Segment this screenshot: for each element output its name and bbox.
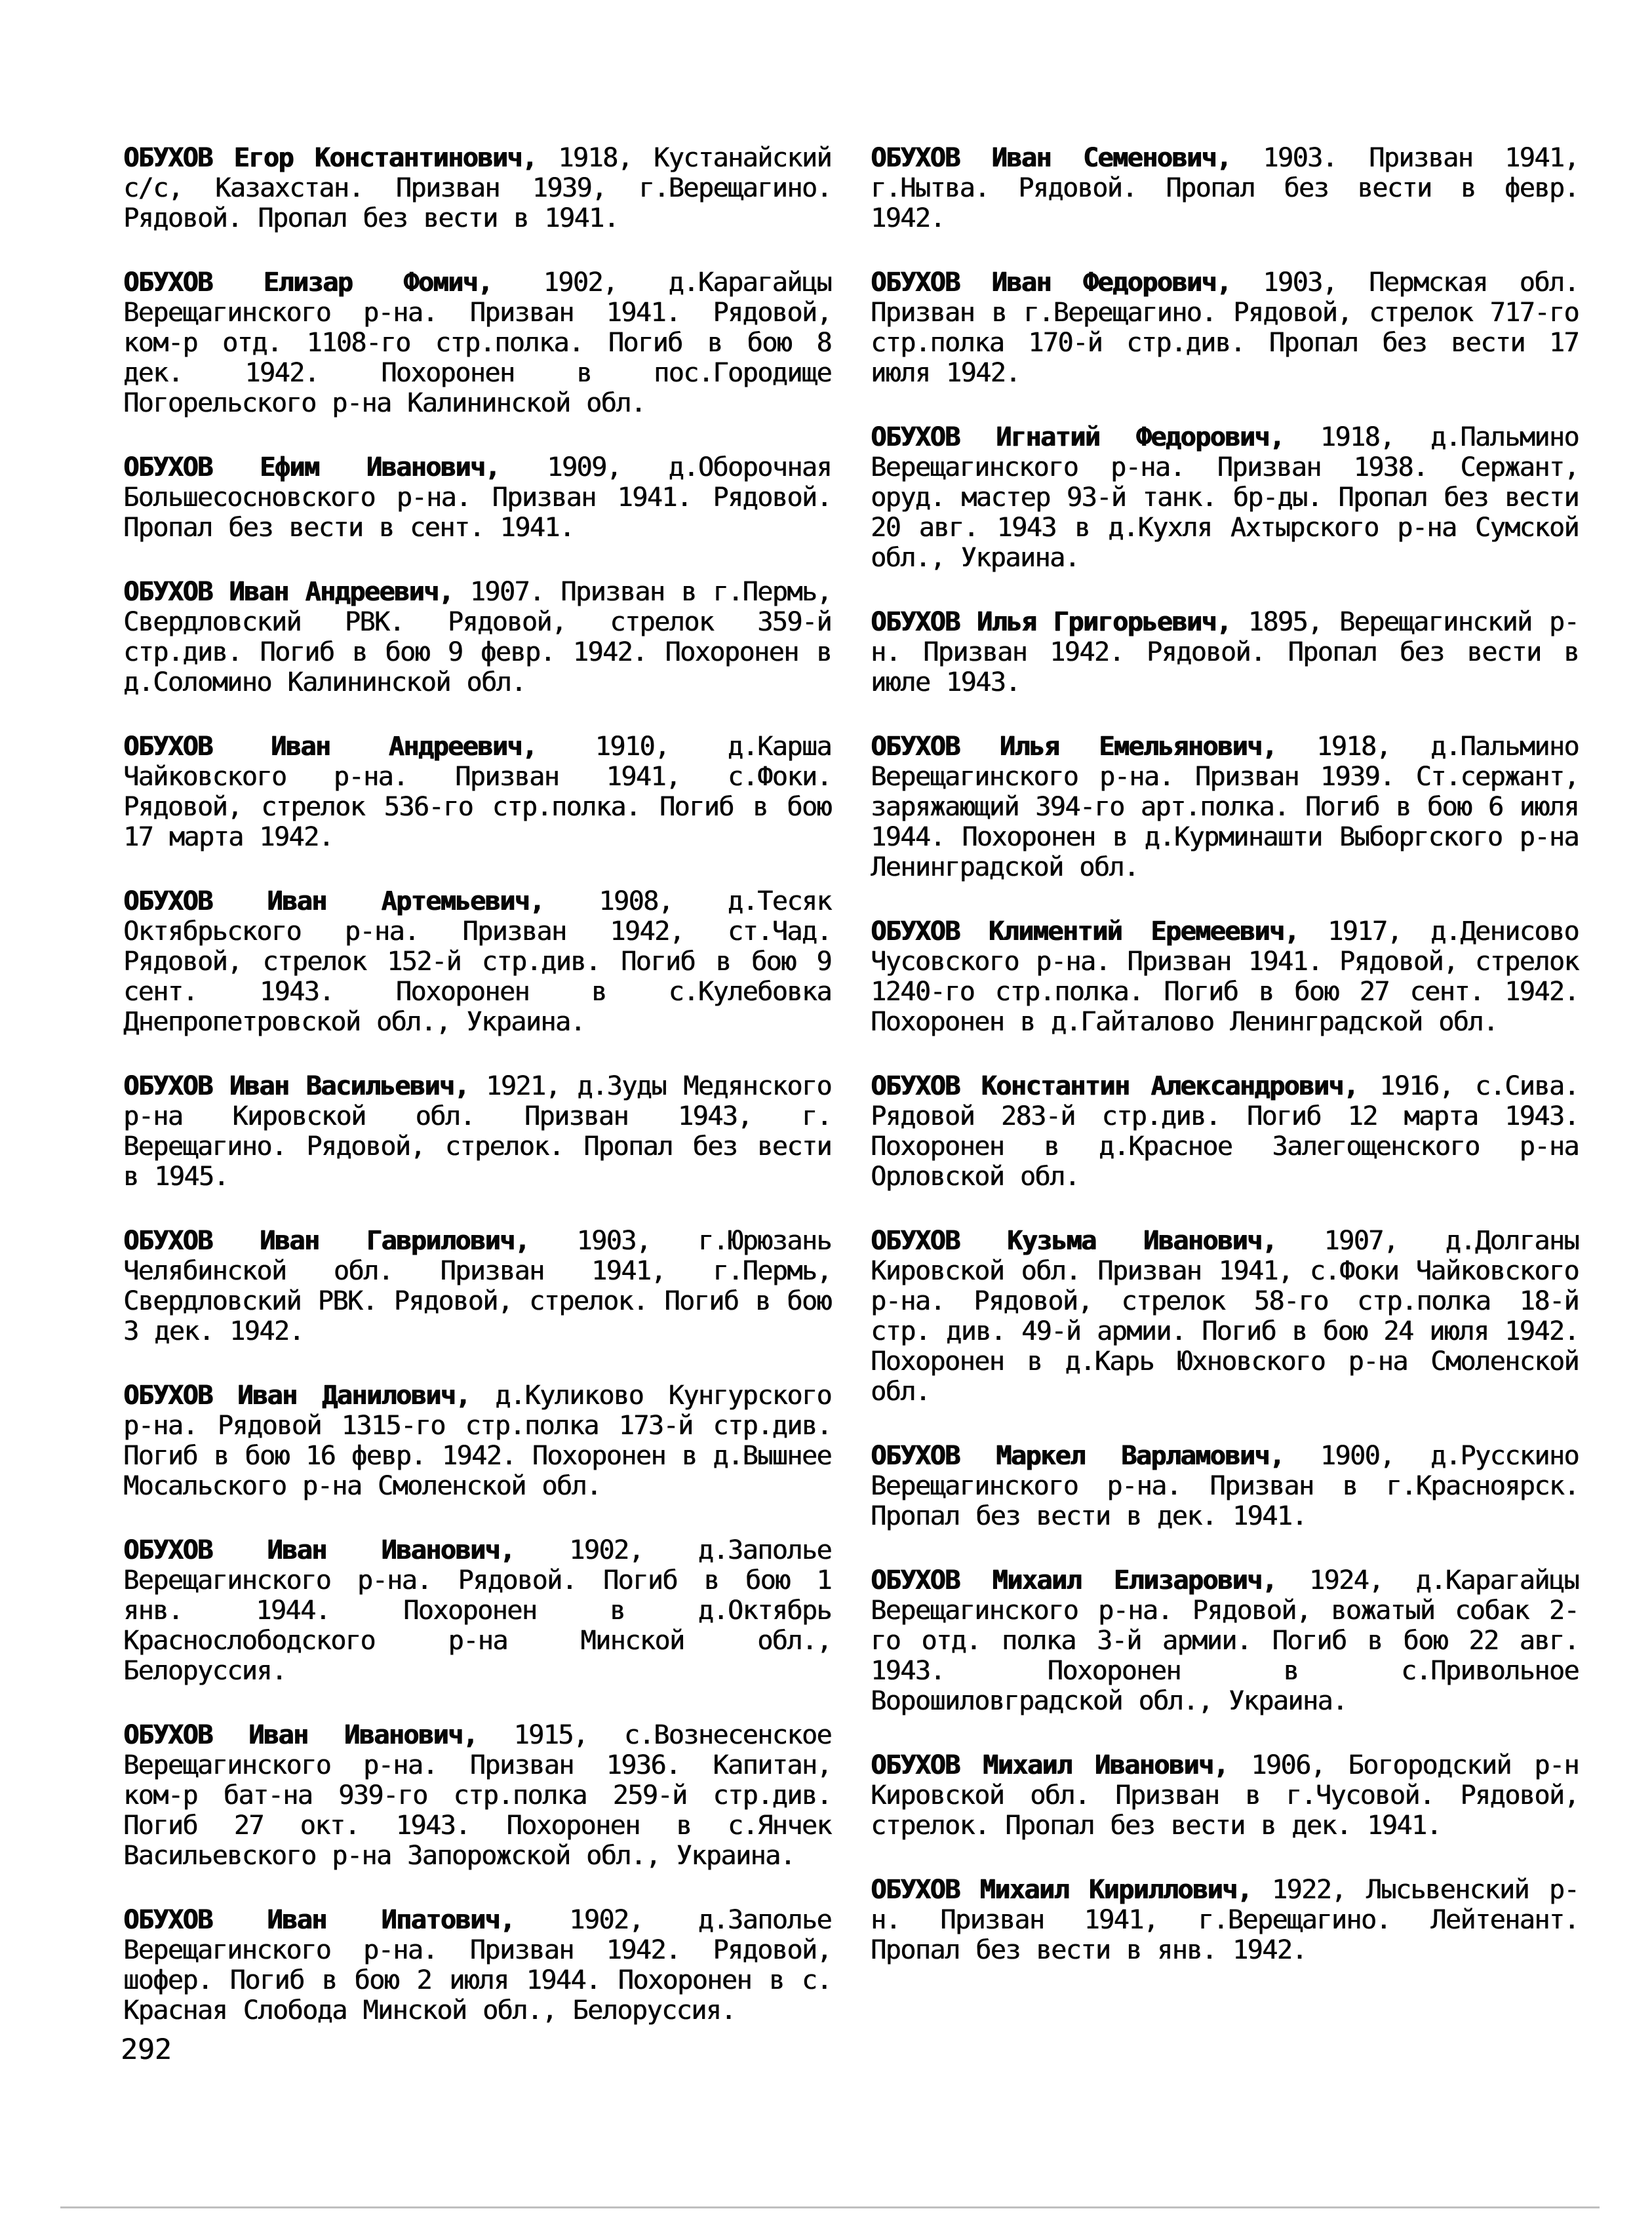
entry-name: ОБУХОВ Маркел Варламович,	[871, 1441, 1284, 1471]
entry-text: 1916, с.Сива. Рядовой 283-й стр.див. Погиб 12 марта 1943. Похоронен в д.Красное Залегощенского р-на Орловской обл.	[871, 1071, 1579, 1192]
memorial-entry	[871, 267, 1579, 388]
entry-text: 1917, д.Денисово Чусовского р-на. Призван 1941. Рядовой, стрелок 1240-го стр.полка. Погиб в бою 27 сент. 1942. Похоронен в д.Гайталово Ленинградской обл.	[871, 916, 1579, 1037]
entry-name: ОБУХОВ Илья Емельянович,	[871, 732, 1277, 762]
entry-name: ОБУХОВ Егор Константинович,	[123, 143, 537, 173]
entry-text: 1910, д.Карша Чайковского р-на. Призван 1941, с.Фоки. Рядовой, стрелок 536-го стр.полка. Погиб в бою 17 марта 1942.	[123, 732, 831, 852]
memorial-entry	[871, 1875, 1579, 1965]
entry-name: ОБУХОВ Иван Иванович,	[123, 1720, 477, 1750]
entry-text: 1902, д.Заполье Верещагинского р-на. Призван 1942. Рядовой, шофер. Погиб в бою 2 июля 1944. Похоронен в с. Красная Слобода Минской обл., Белоруссия.	[123, 1905, 831, 2026]
entry-name: ОБУХОВ Иван Ипатович,	[123, 1905, 515, 1935]
entry-name: ОБУХОВ Иван Федорович,	[871, 267, 1231, 298]
entry-name: ОБУХОВ Иван Гаврилович,	[123, 1226, 530, 1256]
memorial-entry	[871, 1565, 1579, 1716]
entry-text: д.Куликово Кунгурского р-на. Рядовой 1315-го стр.полка 173-й стр.див. Погиб в бою 16 февр. 1942. Похоронен в д.Вышнее Мосальского р-на Смоленской обл.	[123, 1381, 831, 1501]
entry-text: 1915, с.Вознесенское Верещагинского р-на. Призван 1936. Капитан, ком-р бат-на 939-го стр.полка 259-й стр.див. Погиб 27 окт. 1943. Похоронен в с.Янчек Васильевского р-на Запорожской обл., Украина.	[123, 1720, 831, 1871]
memorial-entry	[871, 1226, 1579, 1407]
entry-name: ОБУХОВ Кузьма Иванович,	[871, 1226, 1277, 1256]
memorial-entry	[871, 143, 1579, 233]
memorial-entry	[871, 1071, 1579, 1192]
memorial-entry	[123, 1381, 831, 1501]
entry-text: 1918, д.Пальмино Верещагинского р-на. Призван 1939. Ст.сержант, заряжающий 394-го арт.полка. Погиб в бою 6 июля 1944. Похоронен в д.Курминашти Выборгского р-на Ленинградской обл.	[871, 732, 1579, 882]
page-number: 292	[121, 2033, 172, 2066]
memorial-entry	[871, 732, 1579, 882]
entry-text: 1924, д.Карагайцы Верещагинского р-на. Рядовой, вожатый собак 2-го отд. полка 3-й армии. Погиб в бою 22 авг. 1943. Похоронен в с.Привольное Ворошиловградской обл., Украина.	[871, 1565, 1579, 1716]
entry-text: 1903. Призван 1941, г.Нытва. Рядовой. Пропал без вести в февр. 1942.	[871, 143, 1579, 233]
page-bottom-rule	[60, 2206, 1600, 2208]
entry-text: 1908, д.Тесяк Октябрьского р-на. Призван 1942, ст.Чад. Рядовой, стрелок 152-й стр.див. Погиб в бою 9 сент. 1943. Похоронен в с.Кулебовка Днепропетровской обл., Украина.	[123, 886, 831, 1037]
entry-text: 1918, д.Пальмино Верещагинского р-на. Призван 1938. Сержант, оруд. мастер 93-й танк. бр-ды. Пропал без вести 20 авг. 1943 в д.Кухля Ахтырского р-на Сумской обл., Украина.	[871, 422, 1579, 573]
memorial-entry	[123, 1226, 831, 1346]
memorial-entry	[123, 1535, 831, 1686]
entry-text: 1909, д.Оборочная Большесосновского р-на. Призван 1941. Рядовой. Пропал без вести в сент. 1941.	[123, 452, 831, 543]
entry-text: 1918, Кустанайский с/с, Казахстан. Призван 1939, г.Верещагино. Рядовой. Пропал без вести в 1941.	[123, 143, 831, 233]
memorial-entry	[123, 1720, 831, 1871]
entry-name: ОБУХОВ Иван Данилович,	[123, 1381, 470, 1411]
entry-text: 1902, д.Заполье Верещагинского р-на. Рядовой. Погиб в бою 1 янв. 1944. Похоронен в д.Октябрь Краснослободского р-на Минской обл., Белоруссия.	[123, 1535, 831, 1686]
entry-name: ОБУХОВ Елизар Фомич,	[123, 267, 492, 298]
memorial-entry	[123, 1905, 831, 2026]
entry-name: ОБУХОВ Ефим Иванович,	[123, 452, 500, 482]
entry-text: 1907, д.Долганы Кировской обл. Призван 1941, с.Фоки Чайковского р-на. Рядовой, стрелок 58-го стр.полка 18-й стр. див. 49-й армии. Погиб в бою 24 июля 1942. Похоронен в д.Карь Юхновского р-на Смоленской обл.	[871, 1226, 1579, 1407]
memorial-entry	[123, 452, 831, 543]
memorial-entry	[123, 886, 831, 1037]
entry-text: 1903, г.Юрюзань Челябинской обл. Призван 1941, г.Пермь, Свердловский РВК. Рядовой, стрелок. Погиб в бою 3 дек. 1942.	[123, 1226, 831, 1346]
entry-text: 1907. Призван в г.Пермь, Свердловский РВК. Рядовой, стрелок 359-й стр.див. Погиб в бою 9 февр. 1942. Похоронен в д.Соломино Калининской обл.	[123, 577, 831, 697]
right-column	[871, 143, 1579, 1999]
memorial-entry	[123, 732, 831, 852]
memorial-entry	[123, 267, 831, 418]
entry-text: 1900, д.Русскино Верещагинского р-на. Призван в г.Красноярск. Пропал без вести в дек. 1941.	[871, 1441, 1579, 1531]
memorial-entry	[871, 1750, 1579, 1841]
entry-text: 1922, Лысьвенский р-н. Призван 1941, г.Верещагино. Лейтенант. Пропал без вести в янв. 1942.	[871, 1875, 1579, 1965]
entry-name: ОБУХОВ Михаил Иванович,	[871, 1750, 1228, 1780]
entry-text: 1921, д.Зуды Медянского р-на Кировской обл. Призван 1943, г. Верещагино. Рядовой, стрелок. Пропал без вести в 1945.	[123, 1071, 831, 1192]
memorial-entry	[123, 577, 831, 697]
entry-text: 1903, Пермская обл. Призван в г.Верещагино. Рядовой, стрелок 717-го стр.полка 170-й стр.див. Пропал без вести 17 июля 1942.	[871, 267, 1579, 388]
entry-name: ОБУХОВ Иван Семенович,	[871, 143, 1231, 173]
memorial-entry	[871, 916, 1579, 1037]
entry-name: ОБУХОВ Иван Андреевич,	[123, 577, 454, 607]
entry-name: ОБУХОВ Иван Андреевич,	[123, 732, 537, 762]
entry-name: ОБУХОВ Игнатий Федорович,	[871, 422, 1284, 452]
entry-text: 1906, Богородский р-н Кировской обл. Призван в г.Чусовой. Рядовой, стрелок. Пропал без вести в дек. 1941.	[871, 1750, 1579, 1841]
entry-name: ОБУХОВ Климентий Еремеевич,	[871, 916, 1299, 947]
memorial-entry	[871, 1441, 1579, 1531]
entry-name: ОБУХОВ Михаил Кириллович,	[871, 1875, 1252, 1905]
entry-text: 1902, д.Карагайцы Верещагинского р-на. Призван 1941. Рядовой, ком-р отд. 1108-го стр.полка. Погиб в бою 8 дек. 1942. Похоронен в пос.Городище Погорельского р-на Калининской обл.	[123, 267, 831, 418]
entry-name: ОБУХОВ Иван Артемьевич,	[123, 886, 544, 916]
entry-text: 1895, Верещагинский р-н. Призван 1942. Рядовой. Пропал без вести в июле 1943.	[871, 607, 1579, 697]
entry-name: ОБУХОВ Илья Григорьевич,	[871, 607, 1231, 637]
memorial-entry	[871, 607, 1579, 697]
memorial-entry	[871, 422, 1579, 573]
memorial-entry	[123, 143, 831, 233]
entry-name: ОБУХОВ Константин Александрович,	[871, 1071, 1358, 1101]
left-column	[123, 143, 831, 2060]
memorial-entry	[123, 1071, 831, 1192]
entry-name: ОБУХОВ Михаил Елизарович,	[871, 1565, 1277, 1596]
entry-name: ОБУХОВ Иван Иванович,	[123, 1535, 515, 1565]
entry-name: ОБУХОВ Иван Васильевич,	[123, 1071, 469, 1101]
